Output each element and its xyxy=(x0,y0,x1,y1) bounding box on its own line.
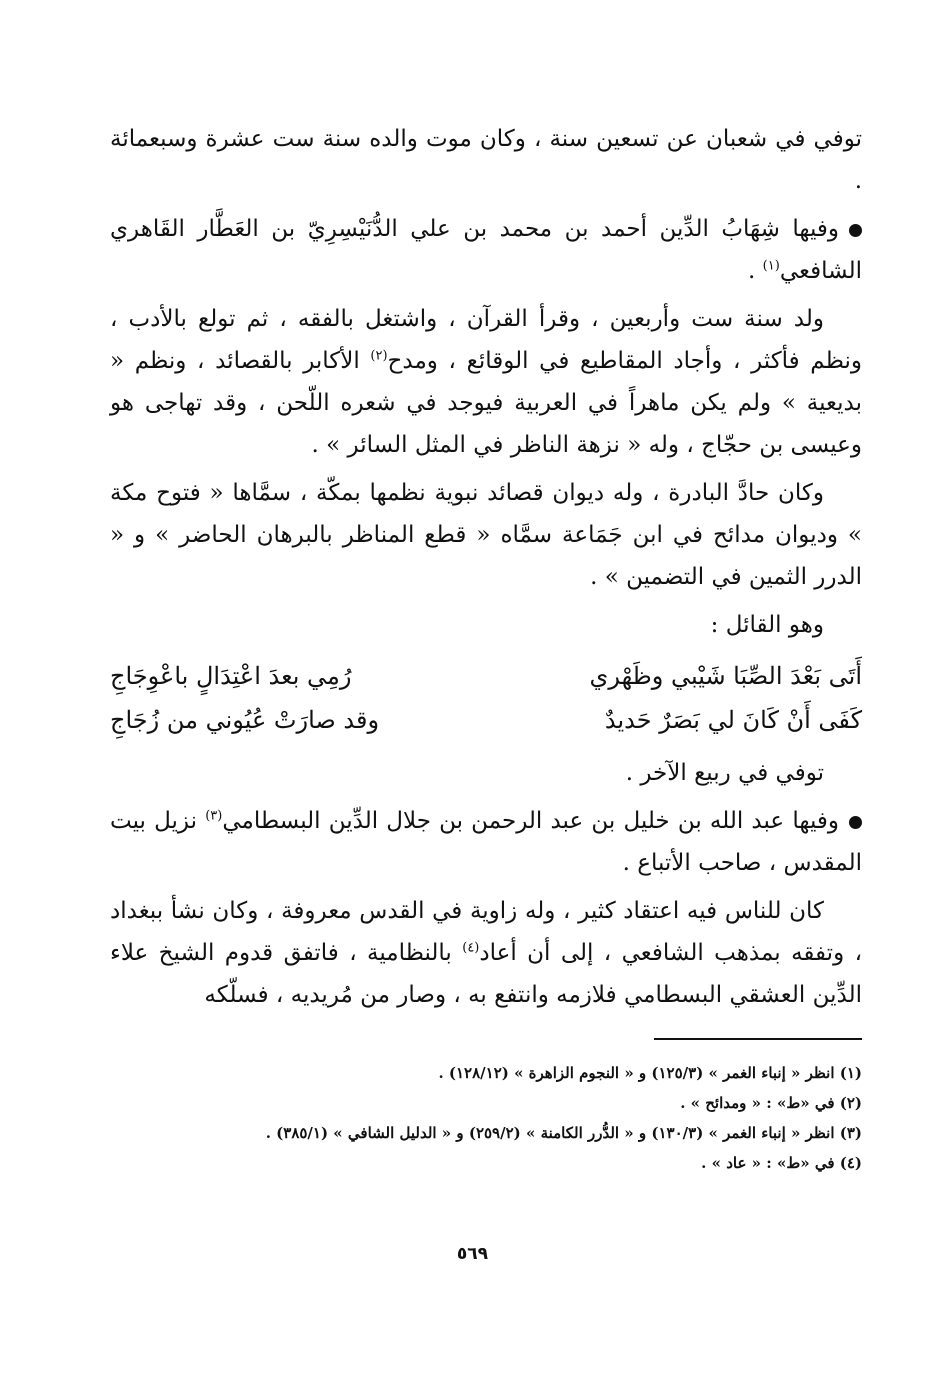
poem-line-2-first-hemistich: كَفَى أَنْ كَانَ لي بَصَرٌ حَديدٌ xyxy=(604,706,862,734)
poem-line-1-second-hemistich: رُمِي بعدَ اعْتِدَالٍ باعْوِجَاجِ xyxy=(110,662,352,690)
footnote-1: (١) انظر « إنباء الغمر » (١٢٥/٣) و « النجوم الزاهرة » (١٢٨/١٢) . xyxy=(438,1064,862,1082)
paragraph-7-text: وفيها عبد الله بن خليل بن عبد الرحمن بن جلال الدِّين البسطامي xyxy=(222,808,839,834)
paragraph-2-text: وفيها شِهَابُ الدِّين أحمد بن محمد بن علي الدُّنَيْسِرِيّ بن العَطَّار القَاهري الشافعي xyxy=(110,216,862,284)
paragraph-5 xyxy=(110,604,862,646)
paragraph-3-text-a: ولد سنة ست وأربعين ، وقرأ القرآن ، واشتغل بالفقه ، ثم تولع بالأدب ، ونظم فأكثر ، وأجاد المقاطيع في الوقائع ، ومدح xyxy=(110,306,862,374)
paragraph-2-end: . xyxy=(748,258,763,284)
paragraph-7-end: نزيل بيت المقدس ، صاحب الأتباع . xyxy=(110,808,862,876)
paragraph-3 xyxy=(110,298,862,466)
footnote-separator xyxy=(654,1038,862,1040)
poem-line-1-first-hemistich: أَتَى بَعْدَ الصِّبَا شَيْبي وظَهْري xyxy=(589,662,862,690)
poem xyxy=(110,654,862,742)
paragraph-6 xyxy=(110,752,862,794)
footnote-ref-4[interactable]: (٤) xyxy=(462,940,480,956)
paragraph-7-entry xyxy=(110,800,862,884)
poem-line-2-second-hemistich: وقد صارَتْ عُيُوني من زُجَاجِ xyxy=(110,706,380,734)
page-content xyxy=(110,118,862,1178)
poem-line-2 xyxy=(110,698,862,742)
bullet-icon xyxy=(849,224,862,237)
paragraph-8-text-b: بالنظامية ، فاتفق قدوم الشيخ علاء الدِّين العشقي البسطامي فلازمه وانتفع به ، وصار من مُريديه ، فسلّكه xyxy=(110,940,862,1008)
footnote-3: (٣) انظر « إنباء الغمر » (١٣٠/٣) و « الدُّرر الكامنة » (٢٥٩/٢) و « الدليل الشافي » (٣٨٥/١) . xyxy=(265,1124,862,1142)
footnote-ref-2[interactable]: (٢) xyxy=(370,348,388,364)
paragraph-4 xyxy=(110,472,862,598)
paragraph-8 xyxy=(110,890,862,1016)
footnotes xyxy=(110,1058,862,1178)
paragraph-2-entry xyxy=(110,208,862,292)
paragraph-6-text: توفي في ربيع الآخر . xyxy=(625,760,824,786)
footnote-ref-1[interactable]: (١) xyxy=(762,258,780,274)
paragraph-3-text-b: الأكابر بالقصائد ، ونظم « بديعية » ولم يكن ماهراً في العربية فيوجد في شعره اللّحن ، وقد تهاجى هو وعيسى بن حجّاج ، وله « نزهة الناظر في المثل السائر » . xyxy=(110,348,862,458)
footnote-4: (٤) في «ط» : « عاد » . xyxy=(701,1154,862,1172)
bullet-icon xyxy=(849,816,862,829)
footnote-2: (٢) في «ط» : « ومدائح » . xyxy=(680,1094,862,1112)
paragraph-4-text: وكان حادَّ البادرة ، وله ديوان قصائد نبوية نظمها بمكّة ، سمَّاها « فتوح مكة » وديوان مدائح في ابن جَمَاعة سمَّاه « قطع المناظر بالبرهان الحاضر » و « الدرر الثمين في التضمين » . xyxy=(110,480,862,590)
paragraph-1-text: توفي في شعبان عن تسعين سنة ، وكان موت والده سنة ست عشرة وسبعمائة . xyxy=(110,126,862,194)
paragraph-8-text-a: كان للناس فيه اعتقاد كثير ، وله زاوية في القدس معروفة ، وكان نشأ ببغداد ، وتفقه بمذهب الشافعي ، إلى أن أعاد xyxy=(110,898,862,966)
paragraph-1 xyxy=(110,118,862,202)
poem-line-1 xyxy=(110,654,862,698)
footnote-ref-3[interactable]: (٣) xyxy=(205,808,223,824)
page-number: ٥٦٩ xyxy=(456,1244,489,1264)
paragraph-5-text: وهو القائل : xyxy=(710,612,824,638)
